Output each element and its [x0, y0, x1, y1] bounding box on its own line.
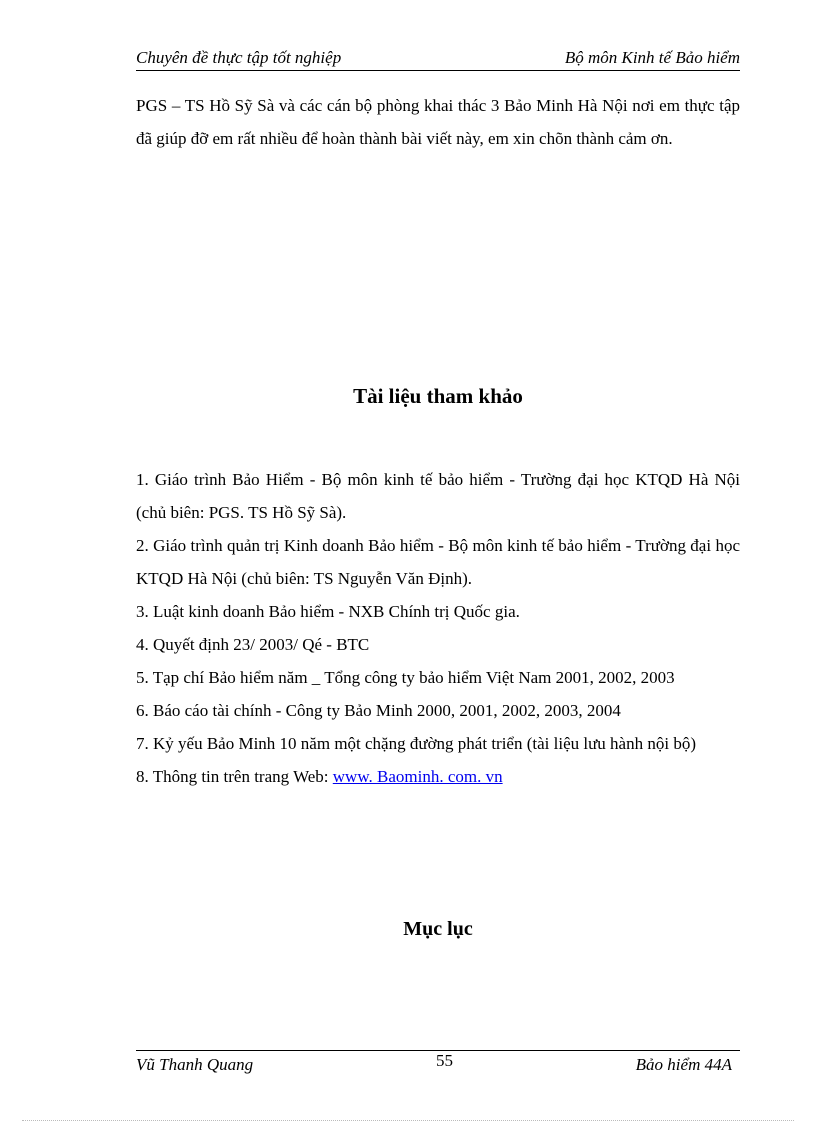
website-link[interactable]: www. Baominh. com. vn [332, 767, 503, 786]
toc-title: Mục lục [403, 918, 473, 940]
header-left-text: Chuyên đề thực tập tốt nghiệp [136, 48, 342, 67]
page-number: 55 [436, 1051, 453, 1070]
reference-item: 4. Quyết định 23/ 2003/ Qé - BTC [136, 635, 370, 654]
footer-author: Vũ Thanh Quang [136, 1055, 254, 1074]
footer-class: Bảo hiểm 44A [635, 1055, 732, 1074]
reference-item: 2. Giáo trình quản trị Kinh doanh Bảo hiểm - Bộ môn kinh tế bảo hiểm - Trường đại học KTQD Hà Nội (chủ biên: TS Nguyễn Văn Định). [136, 536, 740, 588]
reference-item: 5. Tạp chí Bảo hiểm năm _ Tổng công ty bảo hiểm Việt Nam 2001, 2002, 2003 [136, 668, 675, 687]
page-header [136, 48, 740, 71]
reference-web-prefix: 8. Thông tin trên trang Web: [136, 767, 333, 786]
reference-item-web [136, 760, 740, 793]
reference-item: 1. Giáo trình Bảo Hiểm - Bộ môn kinh tế bảo hiểm - Trường đại học KTQD Hà Nội (chủ biên: PGS. TS Hồ Sỹ Sà). [136, 470, 740, 522]
page-bottom-border [22, 1120, 794, 1121]
page-footer [136, 1053, 740, 1077]
header-right-text: Bộ môn Kinh tế Bảo hiểm [564, 48, 740, 67]
reference-item: 7. Kỷ yếu Bảo Minh 10 năm một chặng đường phát triển (tài liệu lưu hành nội bộ) [136, 734, 696, 753]
references-list [136, 463, 740, 793]
reference-item: 3. Luật kinh doanh Bảo hiểm - NXB Chính trị Quốc gia. [136, 602, 520, 621]
intro-paragraph: PGS – TS Hồ Sỹ Sà và các cán bộ phòng khai thác 3 Bảo Minh Hà Nội nơi em thực tập đã giúp đỡ em rất nhiều để hoàn thành bài viết này, em xin chõn thành cảm ơn. [136, 96, 740, 148]
reference-item: 6. Báo cáo tài chính - Công ty Bảo Minh 2000, 2001, 2002, 2003, 2004 [136, 701, 621, 720]
references-title: Tài liệu tham khảo [353, 384, 523, 408]
